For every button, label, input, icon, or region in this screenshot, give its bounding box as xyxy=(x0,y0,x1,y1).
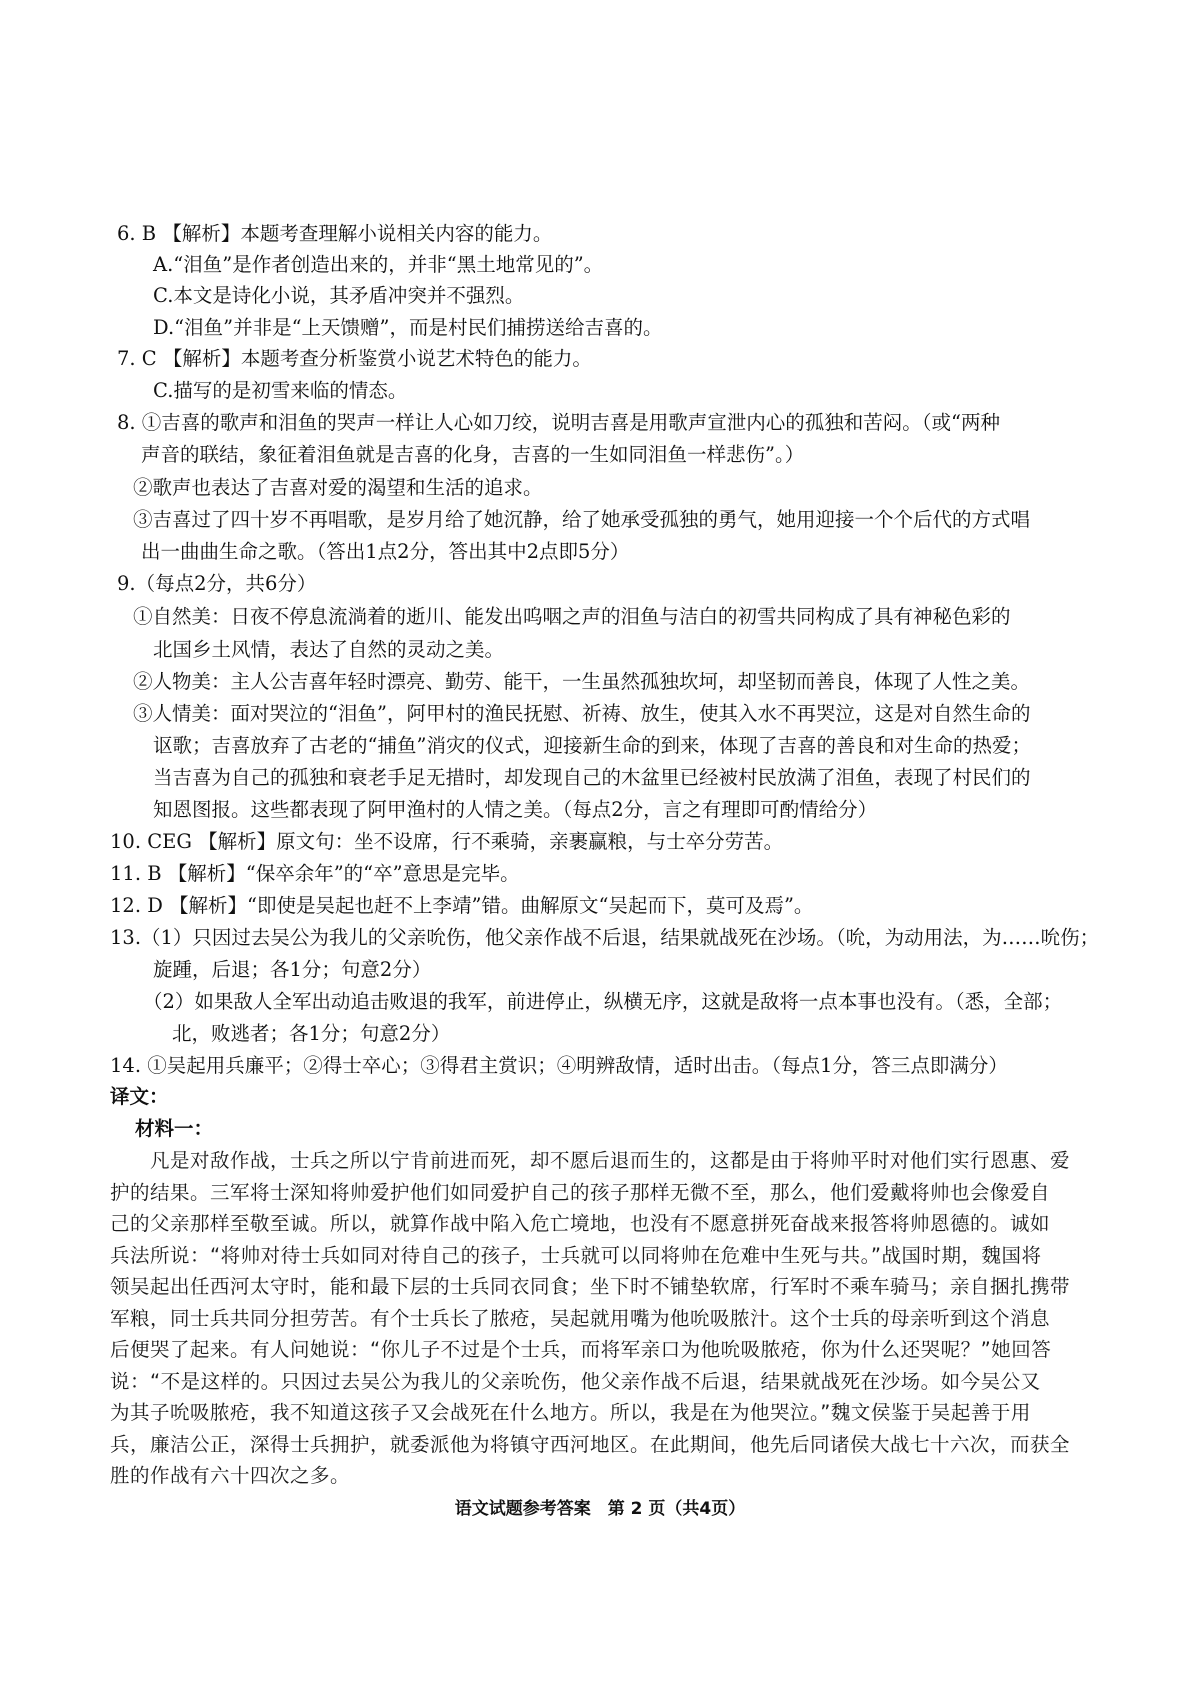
q8-line-2: 声音的联结，象征着泪鱼就是吉喜的化身，吉喜的一生如同泪鱼一样悲伤”。） xyxy=(141,443,805,466)
translation-line: 胜的作战有六十四次之多。 xyxy=(110,1464,351,1487)
q9-line-1: ①自然美：日夜不停息流淌着的逝川、能发出呜咽之声的泪鱼与洁白的初雪共同构成了具有神秘色彩的 xyxy=(133,605,1011,628)
q13-line-3: （2）如果敌人全军出动追击败退的我军，前进停止，纵横无序，这就是敌将一点本事也没有。（悉，全部； xyxy=(143,990,1063,1013)
q7-option-c: C.描写的是初雪来临的情态。 xyxy=(153,379,408,402)
translation-line: 后便哭了起来。有人问她说：“你儿子不过是个士兵，而将军亲口为他吮吸脓疮，你为什么还哭呢？”她回答 xyxy=(110,1338,1052,1361)
translation-line: 护的结果。三军将士深知将帅爱护他们如同爱护自己的孩子那样无微不至，那么，他们爱戴将帅也会像爱自 xyxy=(110,1180,1051,1204)
q9-line-6: 当吉喜为自己的孤独和衰老手足无措时，却发现自己的木盆里已经被村民放满了泪鱼，表现了村民们的 xyxy=(153,766,1031,789)
q9-line-4: ③人情美：面对哭泣的“泪鱼”，阿甲村的渔民抚慰、祈祷、放生，使其入水不再哭泣，这是对自然生命的 xyxy=(133,702,1031,725)
translation-line: 说：“不是这样的。只因过去吴公为我儿的父亲吮伤，他父亲作战不后退，结果就战死在沙场。如今吴公又 xyxy=(110,1369,1041,1393)
translation-line: 凡是对敌作战，士兵之所以宁肯前进而死，却不愿后退而生的，这都是由于将帅平时对他们实行恩惠、爱 xyxy=(150,1149,1071,1172)
q8-line-1: 8. ①吉喜的歌声和泪鱼的哭声一样让人心如刀绞，说明吉喜是用歌声宣泄内心的孤独和苦闷。（或“两种 xyxy=(117,411,1001,434)
translation-line: 己的父亲那样至敬至诚。所以，就算作战中陷入危亡境地，也没有不愿意拼死奋战来报答将帅恩德的。诚如 xyxy=(110,1212,1051,1235)
q11-answer: 11. B 【解析】“保卒余年”的“卒”意思是完毕。 xyxy=(110,862,520,885)
q14-answer: 14. ①吴起用兵廉平；②得士卒心；③得君主赏识；④明辨敌情，适时出击。（每点1分，答三点即满分） xyxy=(110,1054,1008,1077)
q9-head: 9.（每点2分，共6分） xyxy=(117,572,317,595)
q10-answer: 10. CEG 【解析】原文句：坐不设席，行不乘骑，亲裹赢粮，与士卒分劳苦。 xyxy=(110,830,784,853)
translation-line: 兵法所说：“将帅对待士兵如同对待自己的孩子，士兵就可以同将帅在危难中生死与共。”战国时期，魏国将 xyxy=(110,1243,1042,1267)
q7-head: 7. C 【解析】本题考查分析鉴赏小说艺术特色的能力。 xyxy=(117,347,592,370)
material-one-heading: 材料一： xyxy=(135,1117,214,1140)
translation-line: 兵，廉洁公正，深得士兵拥护，就委派他为将镇守西河地区。在此期间，他先后同诸侯大战七十六次，而获全 xyxy=(110,1432,1071,1456)
translation-line: 领吴起出任西河太守时，能和最下层的士兵同衣同食；坐下时不铺垫软席，行军时不乘车骑马；亲自捆扎携带 xyxy=(110,1275,1071,1298)
q8-line-4: ③吉喜过了四十岁不再唱歌，是岁月给了她沉静，给了她承受孤独的勇气，她用迎接一个个后代的方式唱 xyxy=(133,508,1031,531)
q13-line-4: 北，败逃者；各1分；句意2分） xyxy=(172,1022,451,1045)
q6-option-a: A.“泪鱼”是作者创造出来的，并非“黑土地常见的”。 xyxy=(153,253,604,276)
q8-line-3: ②歌声也表达了吉喜对爱的渴望和生活的追求。 xyxy=(133,476,543,499)
q12-answer: 12. D 【解析】“即使是吴起也赶不上李靖”错。曲解原文“吴起而下，莫可及焉”。 xyxy=(110,894,814,917)
q6-option-d: D.“泪鱼”并非是“上天馈赠”，而是村民们捕捞送给吉喜的。 xyxy=(153,316,663,339)
q9-line-3: ②人物美：主人公吉喜年轻时漂亮、勤劳、能干，一生虽然孤独坎坷，却坚韧而善良，体现了人性之美。 xyxy=(133,670,1031,693)
q6-option-c: C.本文是诗化小说，其矛盾冲突并不强烈。 xyxy=(153,284,525,307)
q8-line-5: 出一曲曲生命之歌。（答出1点2分，答出其中2点即5分） xyxy=(141,540,630,563)
page-footer: 语文试题参考答案 第 2 页（共4页） xyxy=(454,1499,746,1519)
q6-head: 6. B 【解析】本题考查理解小说相关内容的能力。 xyxy=(117,222,553,245)
translation-line: 军粮，同士兵共同分担劳苦。有个士兵长了脓疮，吴起就用嘴为他吮吸脓汁。这个士兵的母亲听到这个消息 xyxy=(110,1306,1051,1330)
q9-line-5: 讴歌；吉喜放弃了古老的“捕鱼”消灾的仪式，迎接新生命的到来，体现了吉喜的善良和对生命的热爱； xyxy=(153,734,1031,757)
q13-line-2: 旋踵，后退；各1分；句意2分） xyxy=(153,958,432,981)
translation-line: 为其子吮吸脓疮，我不知道这孩子又会战死在什么地方。所以，我是在为他哭泣。”魏文侯鉴于吴起善于用 xyxy=(110,1401,1031,1424)
q13-line-1: 13.（1）只因过去吴公为我儿的父亲吮伤，他父亲作战不后退，结果就战死在沙场。（吮，为动用法，为……吮伤； xyxy=(110,926,1100,949)
q9-line-2: 北国乡土风情，表达了自然的灵动之美。 xyxy=(153,638,505,661)
q9-line-7: 知恩图报。这些都表现了阿甲渔村的人情之美。（每点2分，言之有理即可酌情给分） xyxy=(153,798,878,821)
translation-heading: 译文： xyxy=(110,1085,169,1108)
